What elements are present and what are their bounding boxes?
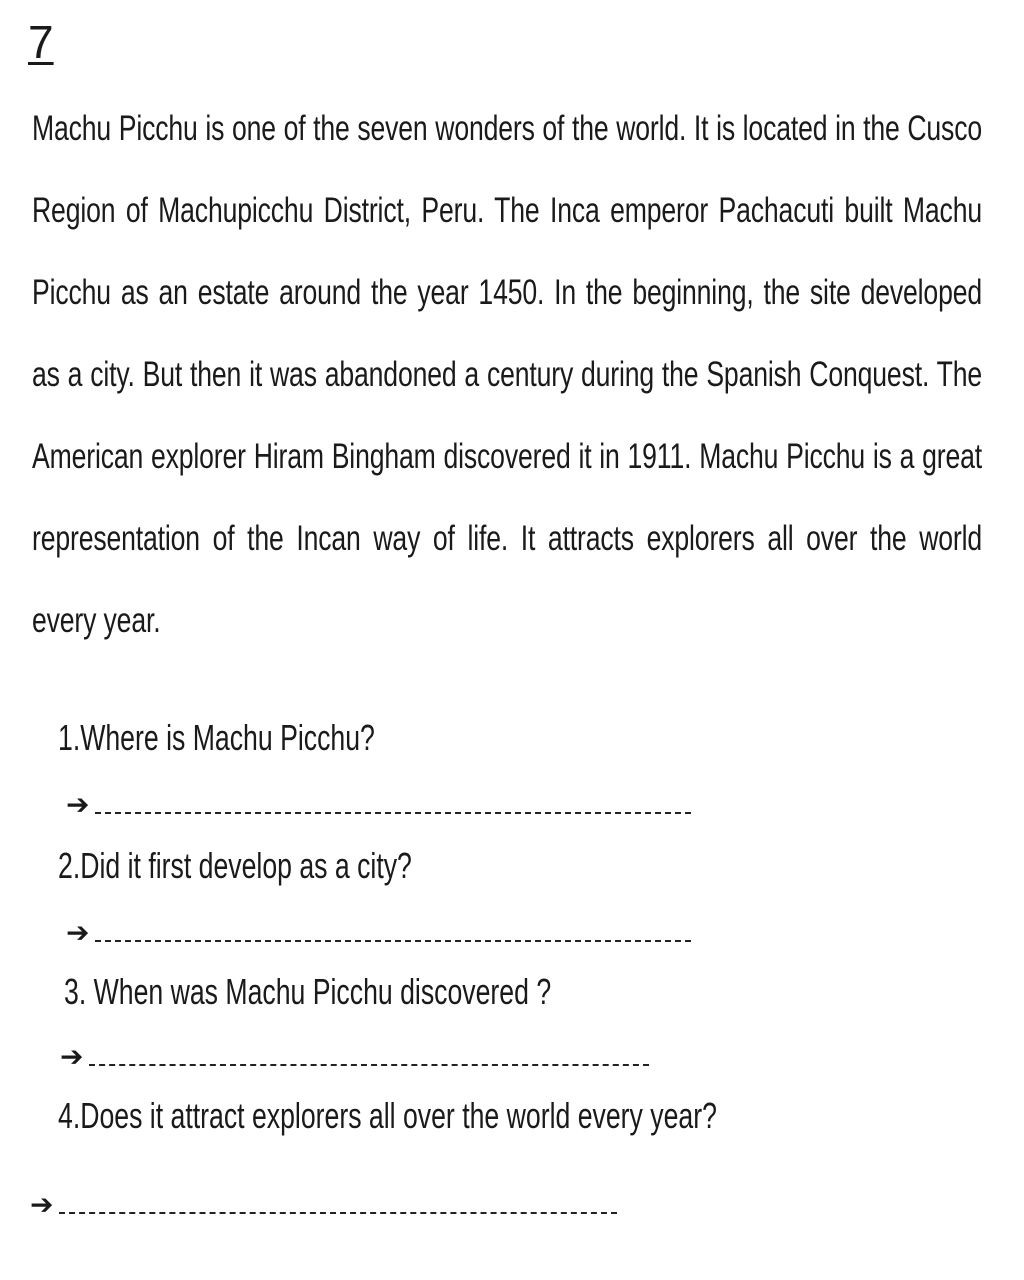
answer-blank-4[interactable] bbox=[59, 1190, 617, 1214]
answer-row-2 bbox=[66, 908, 691, 948]
answer-row-1 bbox=[66, 780, 691, 820]
answer-blank-3[interactable] bbox=[89, 1042, 649, 1066]
answer-blank-2[interactable] bbox=[95, 918, 691, 942]
question-3: 3. When was Machu Picchu discovered ? bbox=[64, 971, 552, 1012]
reading-passage: Machu Picchu is one of the seven wonders of the world. It is located in the Cusco Region of Machupicchu District, Peru. The Inca emperor Pachacuti built Machu Picchu as an estate around the year 1450. In the beginning, the site developed as a city. But then it was abandoned a century during the Spanish Conquest. The American explorer Hiram Bingham discovered it in 1911. Machu Picchu is a great representation of the Incan way of life. It attracts explorers all over the world every year. bbox=[32, 109, 982, 640]
section-number: 7 bbox=[28, 16, 54, 68]
right-arrow-icon: ➔ bbox=[66, 788, 90, 821]
right-arrow-icon: ➔ bbox=[60, 1040, 84, 1073]
right-arrow-icon: ➔ bbox=[66, 916, 90, 949]
answer-row-4 bbox=[30, 1180, 617, 1220]
answer-row-3 bbox=[60, 1032, 649, 1072]
question-2: 2.Did it first develop as a city? bbox=[58, 845, 412, 886]
question-1: 1.Where is Machu Picchu? bbox=[58, 717, 375, 758]
right-arrow-icon: ➔ bbox=[30, 1188, 54, 1221]
answer-blank-1[interactable] bbox=[95, 790, 691, 814]
question-4: 4.Does it attract explorers all over the world every year? bbox=[58, 1095, 717, 1136]
